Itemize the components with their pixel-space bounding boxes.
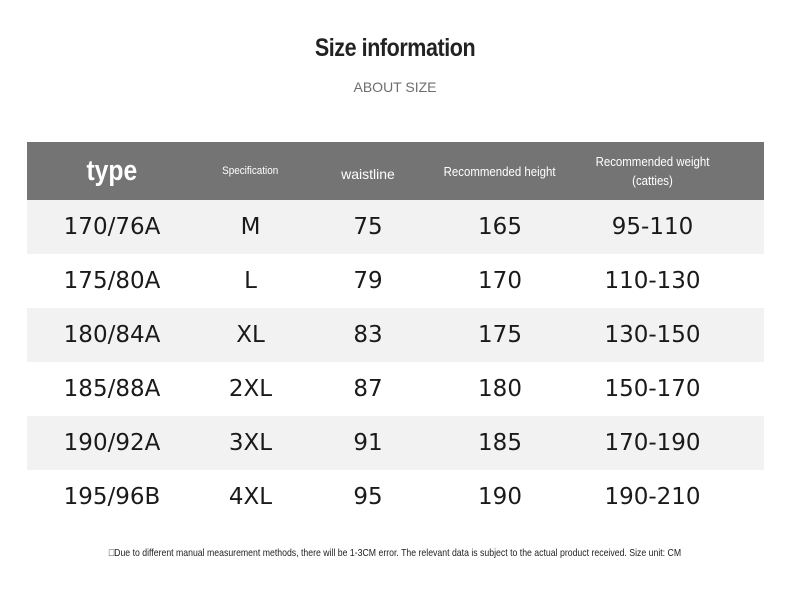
- header-specification: Specification: [222, 165, 279, 177]
- header-height: Recommended height: [444, 163, 556, 179]
- table-row: [27, 362, 764, 416]
- cell-height: 185: [478, 430, 522, 456]
- cell-spec: 4XL: [228, 484, 273, 510]
- cell-weight: 190-210: [604, 484, 701, 510]
- cell-waist: 83: [353, 322, 383, 348]
- cell-weight: 110-130: [604, 268, 701, 294]
- header-weight: [578, 142, 727, 200]
- cell-weight: 95-110: [611, 214, 694, 240]
- table-row: [27, 200, 764, 254]
- cell-waist: 95: [353, 484, 383, 510]
- cell-type: 175/80A: [63, 268, 161, 294]
- cell-waist: 91: [353, 430, 383, 456]
- header-type: type: [86, 154, 138, 187]
- table-row: [27, 308, 764, 362]
- cell-type: 190/92A: [63, 430, 161, 456]
- page-subtitle: ABOUT SIZE: [353, 79, 437, 95]
- cell-spec: 2XL: [228, 376, 273, 402]
- cell-weight: 130-150: [604, 322, 701, 348]
- cell-weight: 150-170: [604, 376, 701, 402]
- page-title: Size information: [314, 34, 476, 62]
- cell-height: 170: [478, 268, 522, 294]
- cell-waist: 79: [353, 268, 383, 294]
- cell-type: 180/84A: [63, 322, 161, 348]
- cell-spec: XL: [236, 322, 265, 348]
- cell-height: 180: [478, 376, 522, 402]
- header-weight-label: Recommended weight: [595, 154, 710, 169]
- table-header: [27, 142, 764, 200]
- cell-type: 195/96B: [63, 484, 161, 510]
- header-weight-unit: (catties): [632, 173, 673, 188]
- cell-height: 190: [478, 484, 522, 510]
- cell-type: 185/88A: [63, 376, 161, 402]
- size-table: [27, 142, 764, 524]
- cell-weight: 170-190: [604, 430, 701, 456]
- cell-spec: 3XL: [228, 430, 273, 456]
- cell-spec: M: [240, 214, 261, 240]
- cell-type: 170/76A: [63, 214, 161, 240]
- cell-spec: L: [244, 268, 257, 294]
- table-row: [27, 254, 764, 308]
- cell-waist: 87: [353, 376, 383, 402]
- table-row: [27, 470, 764, 524]
- header-waistline: waistline: [341, 166, 395, 182]
- cell-height: 165: [478, 214, 522, 240]
- measurement-footnote: □Due to different manual measurement methods, there will be 1-3CM error. The relevant data is subject to the actual product received. Size unit: CM: [108, 547, 682, 559]
- cell-height: 175: [478, 322, 522, 348]
- table-row: [27, 416, 764, 470]
- cell-waist: 75: [353, 214, 383, 240]
